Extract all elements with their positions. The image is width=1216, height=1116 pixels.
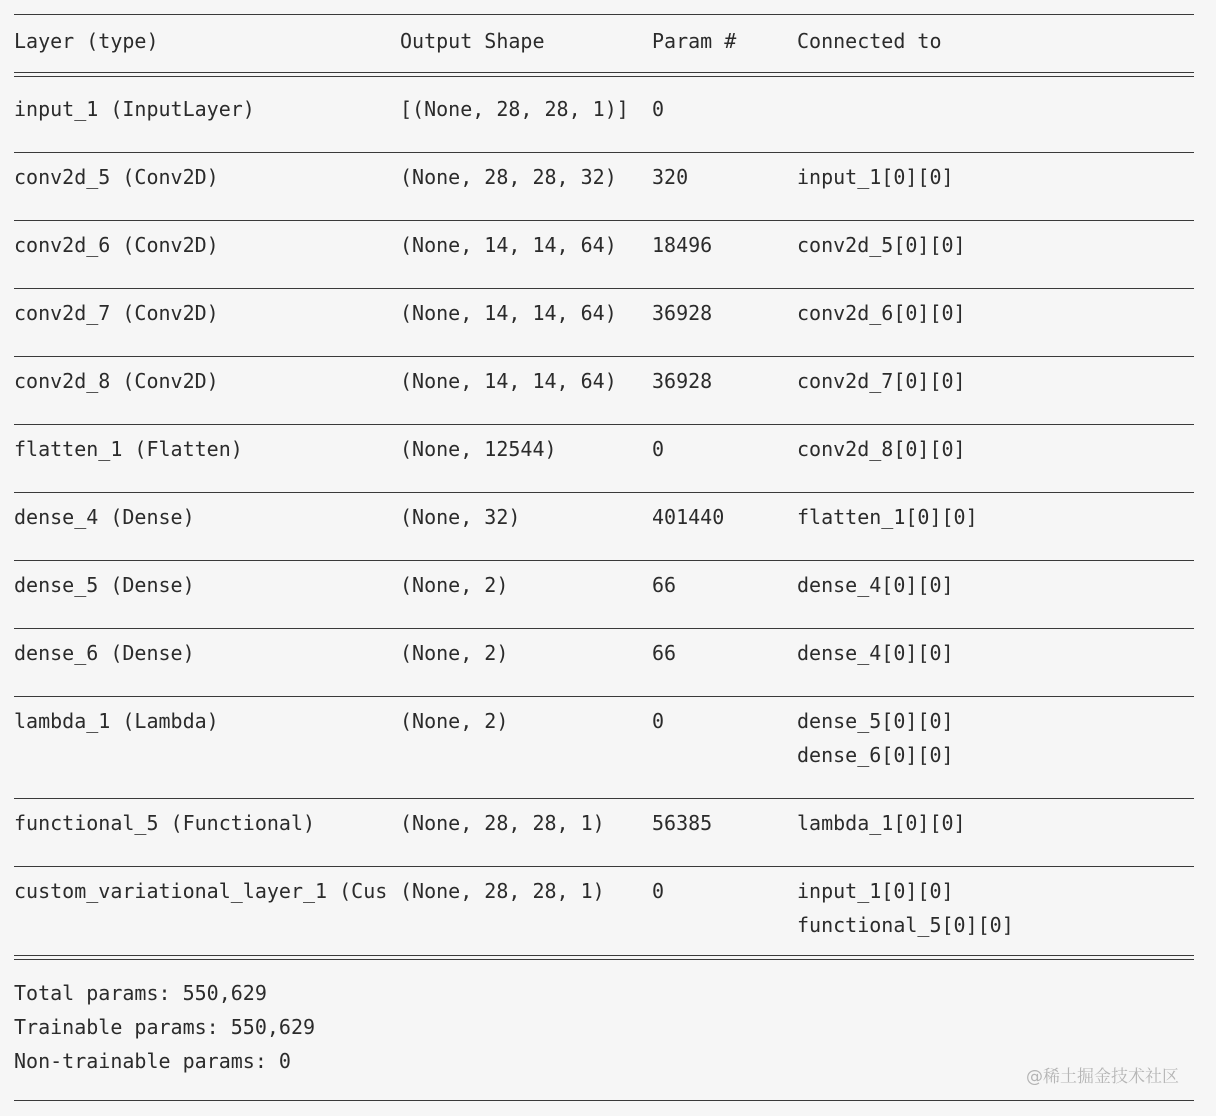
row-params: 18496 — [652, 233, 713, 257]
row-layer: functional_5 (Functional) — [14, 811, 316, 835]
row-connected: dense_4[0][0] — [797, 573, 954, 597]
row-params: 36928 — [652, 369, 713, 393]
row-shape: (None, 14, 14, 64) — [400, 233, 617, 257]
row-shape: (None, 28, 28, 1) — [400, 811, 605, 835]
row-connected: conv2d_7[0][0] — [797, 369, 966, 393]
trainable-params: Trainable params: 550,629 — [14, 1015, 316, 1039]
row-shape: (None, 2) — [400, 641, 509, 665]
row-shape: [(None, 28, 28, 1)] — [400, 97, 629, 121]
row-separator — [14, 152, 1194, 153]
row-shape: (None, 12544) — [400, 437, 557, 461]
row-separator — [14, 492, 1194, 493]
row-connected: conv2d_6[0][0] — [797, 301, 966, 325]
row-connected: dense_6[0][0] — [797, 743, 954, 767]
row-shape: (None, 14, 14, 64) — [400, 301, 617, 325]
row-connected: dense_4[0][0] — [797, 641, 954, 665]
model-summary — [14, 0, 1194, 1116]
row-layer: conv2d_8 (Conv2D) — [14, 369, 219, 393]
row-params: 0 — [652, 437, 665, 461]
row-params: 66 — [652, 573, 677, 597]
row-params: 0 — [652, 879, 665, 903]
row-connected: flatten_1[0][0] — [797, 505, 978, 529]
row-params: 0 — [652, 97, 665, 121]
row-shape: (None, 2) — [400, 709, 509, 733]
row-layer: dense_5 (Dense) — [14, 573, 195, 597]
row-connected: input_1[0][0] — [797, 165, 954, 189]
row-connected: lambda_1[0][0] — [797, 811, 966, 835]
row-layer: conv2d_7 (Conv2D) — [14, 301, 219, 325]
row-layer: input_1 (InputLayer) — [14, 97, 255, 121]
row-params: 66 — [652, 641, 677, 665]
row-connected: dense_5[0][0] — [797, 709, 954, 733]
row-layer: lambda_1 (Lambda) — [14, 709, 219, 733]
row-shape: (None, 14, 14, 64) — [400, 369, 617, 393]
row-shape: (None, 28, 28, 1) — [400, 879, 605, 903]
row-separator — [14, 424, 1194, 425]
row-separator — [14, 220, 1194, 221]
row-separator — [14, 560, 1194, 561]
row-shape: (None, 2) — [400, 573, 509, 597]
row-connected: conv2d_5[0][0] — [797, 233, 966, 257]
row-params: 0 — [652, 709, 665, 733]
row-params: 320 — [652, 165, 689, 189]
row-params: 56385 — [652, 811, 713, 835]
row-separator — [14, 696, 1194, 697]
header-connected: Connected to — [797, 29, 942, 53]
row-layer: conv2d_5 (Conv2D) — [14, 165, 219, 189]
row-shape: (None, 28, 28, 32) — [400, 165, 617, 189]
row-separator — [14, 866, 1194, 867]
row-connected: input_1[0][0] — [797, 879, 954, 903]
footer-double-rule — [14, 955, 1194, 960]
row-layer: custom_variational_layer_1 (Cus — [14, 879, 388, 903]
total-params: Total params: 550,629 — [14, 981, 267, 1005]
watermark: @稀土掘金技术社区 — [1026, 1067, 1179, 1087]
row-separator — [14, 356, 1194, 357]
row-shape: (None, 32) — [400, 505, 521, 529]
row-layer: dense_6 (Dense) — [14, 641, 195, 665]
header-output-shape: Output Shape — [400, 29, 545, 53]
row-separator — [14, 288, 1194, 289]
row-params: 401440 — [652, 505, 725, 529]
bottom-rule — [14, 1100, 1194, 1101]
row-layer: flatten_1 (Flatten) — [14, 437, 243, 461]
row-layer: conv2d_6 (Conv2D) — [14, 233, 219, 257]
row-connected: conv2d_8[0][0] — [797, 437, 966, 461]
header-params: Param # — [652, 29, 737, 53]
row-separator — [14, 798, 1194, 799]
row-params: 36928 — [652, 301, 713, 325]
header-layer: Layer (type) — [14, 29, 159, 53]
row-separator — [14, 628, 1194, 629]
top-rule — [14, 14, 1194, 15]
row-connected: functional_5[0][0] — [797, 913, 1014, 937]
row-layer: dense_4 (Dense) — [14, 505, 195, 529]
non-trainable-params: Non-trainable params: 0 — [14, 1049, 291, 1073]
header-double-rule — [14, 72, 1194, 77]
